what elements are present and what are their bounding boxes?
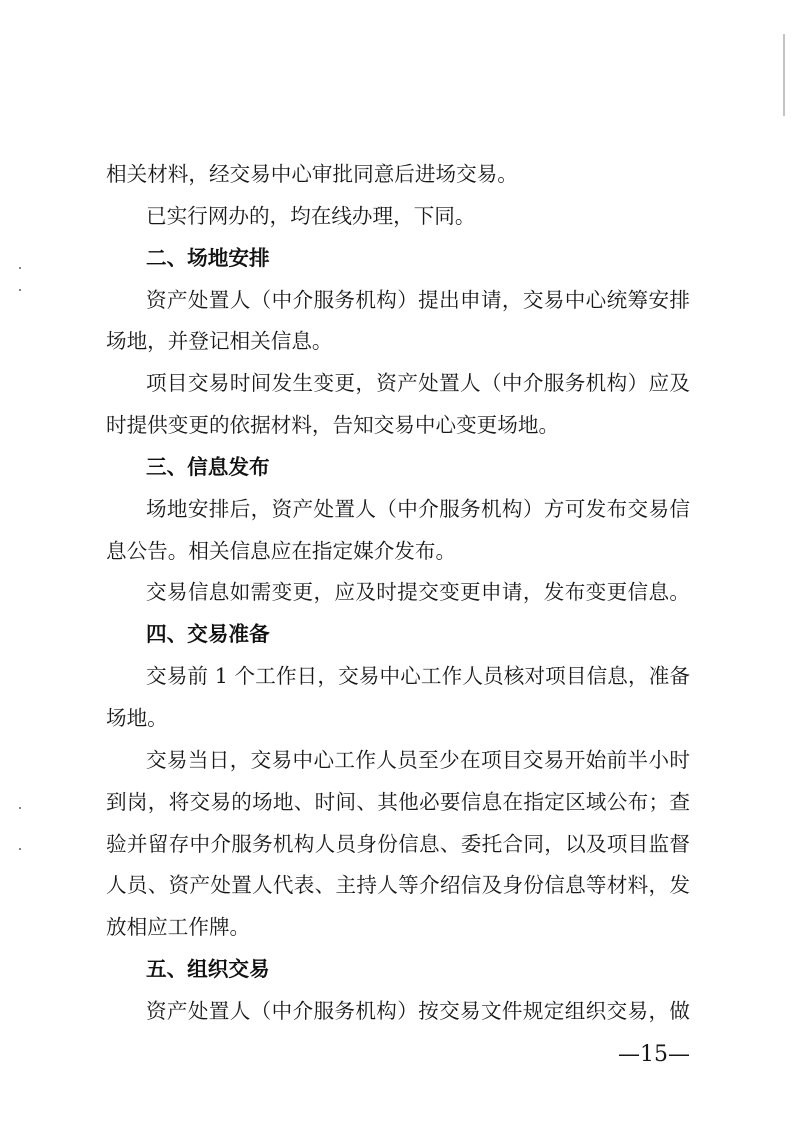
paragraph (106, 572, 690, 614)
body-line: 交易当日，交易中心工作人员至少在项目交易开始前半小时 (146, 747, 690, 772)
body-line: 资产处置人（中介服务机构）按交易文件规定组织交易，做 (146, 998, 690, 1023)
body-line: 场地。 (106, 705, 168, 730)
scan-dot-mark (19, 267, 21, 269)
body-line: 交易信息如需变更，应及时提交变更申请，发布变更信息。 (146, 580, 690, 605)
body-line: 交易前 1 个工作日，交易中心工作人员核对项目信息，准备 (146, 664, 690, 689)
paragraph (106, 656, 690, 740)
section-heading: 二、场地安排 (146, 245, 270, 270)
paragraph (106, 489, 690, 573)
paragraph (106, 196, 690, 238)
section-heading: 四、交易准备 (146, 622, 270, 647)
body-line: 项目交易时间发生变更，资产处置人（中介服务机构）应及 (146, 371, 690, 396)
body-line: 人员、资产处置人代表、主持人等介绍信及身份信息等材料，发 (106, 873, 690, 898)
page-number: —15— (618, 1042, 690, 1067)
paragraph (106, 991, 690, 1033)
body-line: 到岗，将交易的场地、时间、其他必要信息在指定区域公布；查 (106, 789, 690, 814)
body-line: 资产处置人（中介服务机构）提出申请，交易中心统筹安排 (146, 287, 690, 312)
body-line: 放相应工作牌。 (106, 915, 251, 940)
paragraph (106, 154, 690, 196)
body-line: 场地，并登记相关信息。 (106, 329, 333, 354)
scan-edge-mark (783, 34, 785, 116)
body-line: 相关材料，经交易中心审批同意后进场交易。 (106, 162, 518, 186)
paragraph (106, 280, 690, 364)
section-heading: 五、组织交易 (146, 957, 270, 982)
body-line: 时提供变更的依据材料，告知交易中心变更场地。 (106, 413, 560, 438)
body-line: 已实行网办的，均在线办理，下同。 (146, 203, 476, 228)
paragraph (106, 363, 690, 447)
scan-dot-mark (19, 848, 21, 850)
paragraph (106, 740, 690, 949)
scan-dot-mark (19, 807, 21, 809)
body-line: 验并留存中介服务机构人员身份信息、委托合同，以及项目监督 (106, 831, 690, 856)
document-body (106, 154, 690, 1033)
scan-dot-mark (19, 289, 21, 291)
body-line: 息公告。相关信息应在指定媒介发布。 (106, 538, 457, 563)
body-line: 场地安排后，资产处置人（中介服务机构）方可发布交易信 (146, 496, 690, 521)
section-heading: 三、信息发布 (146, 454, 270, 479)
